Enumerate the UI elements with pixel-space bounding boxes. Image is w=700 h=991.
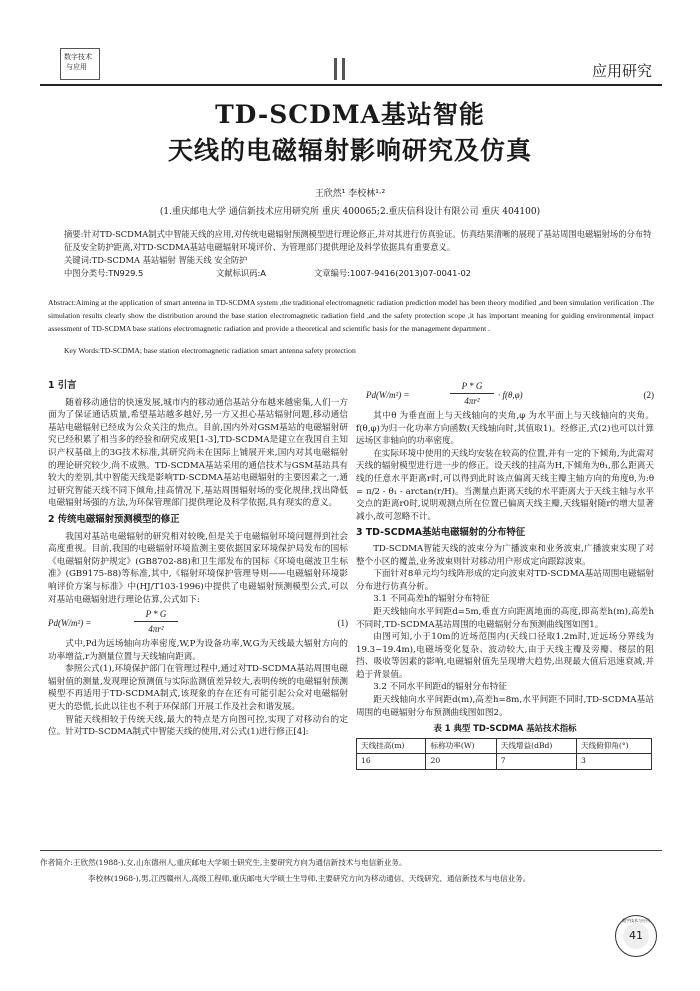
section-3-paragraph-1: TD-SCDMA智能天线的波束分为广播波束和业务波束,广播波束实现了对整个小区的覆盖,业务波束则针对移动用户形成定向跟踪波束。 <box>356 543 654 567</box>
section-2-paragraph-2: 式中,Pd为远场轴向功率密度,W,P为设备功率,W,G为天线最大辐射方向的功率增益,r为测量位置与天线轴向距离。 <box>48 639 348 662</box>
journal-name-line1: 数字技术 <box>64 53 92 61</box>
keywords-cn: 关键词:TD-SCDMA 基站辐射 智能天线 安全防护 <box>64 255 248 265</box>
equation-2-tail: · f(θ,φ) <box>498 390 523 400</box>
section-1-heading: 1 引言 <box>48 380 77 391</box>
section-2-paragraph-1: 我国对基站电磁辐射的研究相对较晚,但是关于电磁辐射环境问题得到社会高度重视。目前,我国的电磁辐射环境监测主要依据国家环境保护局发布的国标《电磁辐射防护规定》(GB8702-88)和卫生部发布的国标《环境电磁波卫生标准》(GB9175-88)等标准,其中,《辐射环境保护管理导则——电磁辐射环境影响评价方案与标准》中(HJ/T103-1996)中提供了电磁辐射预测模型公式,可以对基站电磁辐射进行理论估算,公式如下: <box>48 531 348 605</box>
equation-1-denominator: 4πr² <box>148 624 164 635</box>
section-2-paragraph-3: 参照公式(1),环境保护部门在管理过程中,通过对TD-SCDMA基站周围电磁辐射值的测量,发现理论预测值与实际监测值差异较大,表明传统的电磁辐射预测模型不再适用于TD-SCDMA制式,该现象的存在还有可能引起公众对电磁辐射更大的恐慌,长此以往也不利于环保部门开展工作及社会和谐发展。 <box>48 664 348 713</box>
table-header-cell: 标称功率(W) <box>426 738 496 754</box>
page-number: 41 <box>623 923 649 949</box>
table-cell: 3 <box>576 754 651 770</box>
section-2-heading: 2 传统电磁辐射预测模型的修正 <box>48 513 180 525</box>
section-2-paragraph-4: 智能天线相较于传统天线,最大的特点是方向图可控,实现了对移动台的定位。针对TD-SCDMA制式中智能天线的使用,对公式(1)进行修正[4]: <box>48 714 348 738</box>
section-tag: 应用研究 <box>591 62 652 80</box>
journal-logo-box <box>60 48 100 80</box>
subsection-3-1-heading: 3.1 不同高差h的辐射分布特征 <box>373 594 490 605</box>
header-decoration <box>334 58 358 80</box>
table-1-caption: 表 1 典型 TD-SCDMA 基站技术指标 <box>433 723 577 734</box>
left-column <box>48 380 348 739</box>
abstract-en: Abstract:Aiming at the application of smart antenna in TD-SCDMA system ,the traditional electromagnetic radiation prediction model has been theory modified ,and been simulation verification .The simulation results clearly show the distribution around the base station electromagnetic radiation field ,and the safety protection scope ,it has important meaning for guiding environmental impact assessment of TD-SCDMA base stations electromagnetic radiation and provide a theoretical and scientific basis for the management department . <box>48 298 654 333</box>
author-bio-1: 作者简介:王欣然(1988-),女,山东德州人,重庆邮电大学硕士研究生,主要研究方向为通信新技术与电信新业务。 <box>40 858 407 867</box>
right-column <box>356 380 654 770</box>
equation-1-number: (1) <box>337 618 348 629</box>
section-3-paragraph-3: 距天线轴向水平间距d=5m,垂直方向距离地面的高度,即高差h(m),高差h不同时,TD-SCDMA基站周围的电磁辐射分布预测曲线图如图1。 <box>356 606 654 630</box>
equation-2-denominator: 4πr² <box>464 396 480 406</box>
subsection-3-2-heading: 3.2 不同水平间距d的辐射分布特征 <box>373 682 507 693</box>
equation-1-numerator: P * G <box>134 608 178 622</box>
section-3-paragraph-4: 由图可知,小于10m的近场范围内(天线口径取1.2m时,近远场分界线为19.3~19.4m),电磁场变化复杂、波动较大,由于天线主瓣及旁瓣、楼层的阻挡、吸收等因素的影响,电磁辐射值先呈现增大趋势,出现最大值后迅速衰减,并趋于背景值。 <box>356 632 654 680</box>
document-code: 文献标识码:A <box>216 268 266 278</box>
table-cell: 7 <box>496 754 576 770</box>
affiliation: (1.重庆邮电大学 通信新技术应用研究所 重庆 400065;2.重庆信科设计有限公司 重庆 404100) <box>159 207 541 217</box>
badge-ring-text: 数字技术与应用 <box>622 918 650 923</box>
author-bio-2: 李校林(1968-),男,江西赣州人,高级工程师,重庆邮电大学硕士生导师,主要研究方向为移动通信、天线研究、通信新技术与电信业务。 <box>88 874 531 883</box>
equation-2-numerator: P * G <box>450 380 494 394</box>
equation-1 <box>48 608 348 638</box>
section-3-paragraph-2: 下面针对8单元均匀线阵形成的定向波束对TD-SCDMA基站周围电磁辐射分布进行仿真分析。 <box>356 569 654 592</box>
equation-2 <box>356 380 654 410</box>
journal-name-line2: 与应用 <box>66 63 87 71</box>
table-1 <box>356 738 652 770</box>
paper-title-line1: TD-SCDMA基站智能 <box>215 100 485 129</box>
section-3-heading: 3 TD-SCDMA基站电磁辐射的分布特征 <box>356 527 526 539</box>
footnote-rule <box>40 850 662 851</box>
table-header-cell: 天线俯仰角(°) <box>576 738 651 754</box>
section-2-paragraph-5: 其中θ 为垂直面上与天线轴向的夹角,φ 为水平面上与天线轴向的夹角。f(θ,φ)为归一化功率方向函数(天线轴向时,其值取1)。经修正,式(2)也可以计算远场区非轴向的功率密度。 <box>356 411 654 447</box>
section-3-paragraph-5: 距天线轴向水平间距d(m),高差h=8m,水平间距不同时,TD-SCDMA基站周围的电磁辐射分布预测曲线图如图2。 <box>356 695 654 718</box>
section-1-paragraph: 随着移动通信的快速发展,城市内的移动通信基站分布越来越密集,人们一方面为了保证通话质量,希望基站越多越好,另一方又担心基站辐射问题,移动通信基站电磁辐射已经成为公众关注的焦点。目前,国内外对GSM基站的电磁辐射研究已经积累了相当多的经验和研究成果[1-3],TD-SCDMA是建立在我国自主知识产权基础上的3G技术标准,其研究尚未在国际上铺展开来,国内对其电磁辐射的理论研究较少,尚不成熟。TD-SCDMA基站采用的通信技术与GSM基站具有较大的差别,其中智能天线是影响TD-SCDMA基站电磁辐射的主要因素之一,通过研究智能天线不同下倾角,挂高情况下,基站周围辐射场的变化规律,找出降低电磁辐射场强的方法,为环保管理部门提供理论及科学依据,具有现实的意义。 <box>48 397 348 509</box>
table-header-cell: 天线挂高(m) <box>357 738 426 754</box>
table-cell: 20 <box>426 754 496 770</box>
paper-title-line2: 天线的电磁辐射影响研究及仿真 <box>167 136 532 165</box>
table-cell: 16 <box>357 754 426 770</box>
article-number: 文章编号:1007-9416(2013)07-0041-02 <box>314 268 472 278</box>
page-number-badge <box>615 915 657 957</box>
clc-number: 中图分类号:TN929.5 <box>64 268 144 278</box>
authors: 王欣然¹ 李校林¹·² <box>314 189 386 199</box>
table-row <box>357 754 652 770</box>
header-rule <box>40 84 662 86</box>
table-header-cell: 天线增益(dBd) <box>496 738 576 754</box>
section-2-paragraph-6: 在实际环境中使用的天线均安装在较高的位置,并有一定的下倾角,为此需对天线的辐射模型进行进一步的修正。设天线的挂高为H,下倾角为θ₁,那么距离天线的任意水平距离r时,可以得到此时该点偏离天线主瓣主轴方向的角度θ,为:θ = π/2 - θ₁ - arctan(r/H)。当测量点距离天线的水平距离大于天线主轴与水平交点的距离r0时,说明观测点所在位置已偏离天线主瓣,天线辐射随r的增大显著减小,故可忽略不计。 <box>356 448 654 522</box>
abstract-cn: 摘要:针对TD-SCDMA制式中智能天线的应用,对传统电磁辐射预测模型进行理论修正,并对其进行仿真验证。仿真结果清晰的展现了基站周围电磁辐射场的分布特征及安全防护距离,对TD-SCDMA基站电磁辐射环境评价、为管理部门提供理论及科学依据具有重要意义。 <box>64 229 652 252</box>
equation-1-lhs: Pd(W/m²) = <box>48 618 92 629</box>
equation-2-lhs: Pd(W/m²) = <box>366 390 410 400</box>
equation-2-number: (2) <box>643 390 654 400</box>
table-header-row <box>357 738 652 754</box>
keywords-en: Key Words:TD-SCDMA; base station electromagnetic radiation smart antenna safety protection <box>64 346 356 355</box>
